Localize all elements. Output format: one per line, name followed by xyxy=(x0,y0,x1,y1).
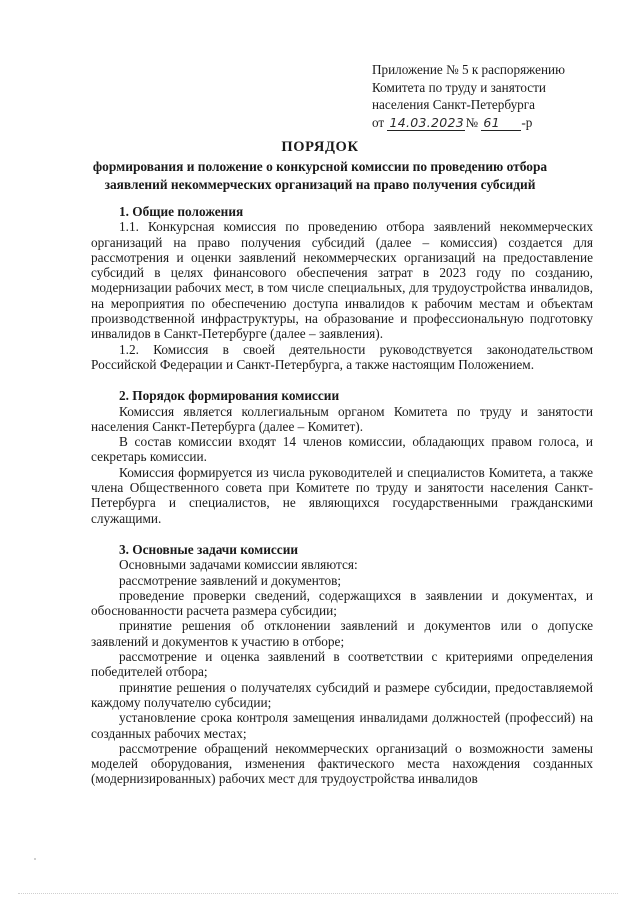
section-3-intro: Основными задачами комиссии являются: xyxy=(119,557,358,573)
appendix-date-number-row xyxy=(372,114,612,132)
task-item: рассмотрение обращений некоммерческих организаций о возможности замены моделей оборудования, изменения фактического места нахождения созданных (модернизированных) рабочих мест для трудоустройства инвалидов xyxy=(91,740,593,787)
task-item: принятие решения о получателях субсидий и размере субсидии, предоставляемой каждому получателю субсидии; xyxy=(91,679,593,710)
number-suffix: -р xyxy=(521,114,533,130)
section-2-paragraph-2: В состав комиссии входят 14 членов комиссии, обладающих правом голоса, и секретарь комиссии. xyxy=(91,434,593,465)
appendix-line-3: населения Санкт-Петербурга xyxy=(372,97,536,112)
task-item: принятие решения об отклонении заявлений и документов или о допуске заявлений и документов к участию в отборе; xyxy=(91,618,593,649)
appendix-line-1: Приложение № 5 к распоряжению xyxy=(372,62,565,77)
section-2-paragraph-1: Комиссия является коллегиальным органом Комитета по труду и занятости населения Санкт-Петербурга (далее – Комитет). xyxy=(91,403,593,434)
scan-artifact-dot xyxy=(34,858,36,860)
section-3-heading: 3. Основные задачи комиссии xyxy=(119,541,299,557)
handwritten-number: 61 xyxy=(481,116,521,131)
subtitle-line-1: формирования и положение о конкурсной комиссии по проведению отбора xyxy=(92,159,548,174)
section-1-paragraph-1: 1.1. Конкурсная комиссия по проведению отбора заявлений некоммерческих организаций на право получения субсидий (далее – комиссия) создается для рассмотрения и оценки заявлений некоммерческих организаций на предоставление субсидий в целях финансового обеспечения затрат в 2023 году по созданию, модернизации рабочих мест, в том числе специальных, для трудоустройства инвалидов, на мероприятия по обеспечению доступа инвалидов к рабочим местам и объектам производственной инфраструктуры, на образование и профессиональную подготовку инвалидов в Санкт-Петербурге (далее – заявления). xyxy=(91,219,593,342)
task-item: рассмотрение заявлений и документов; xyxy=(119,572,342,588)
appendix-line-2: Комитета по труду и занятости xyxy=(372,79,546,95)
task-item: рассмотрение и оценка заявлений в соответствии с критериями определения победителей отбора; xyxy=(91,649,593,680)
document-body xyxy=(91,204,593,787)
subtitle-line-2: заявлений некоммерческих организаций на право получения субсидий xyxy=(104,177,536,192)
document-title: ПОРЯДОК xyxy=(281,139,359,155)
number-prefix: № xyxy=(465,114,479,130)
scan-artifact-line xyxy=(18,893,618,894)
section-2-paragraph-3: Комиссия формируется из числа руководителей и специалистов Комитета, а также члена Общественного совета при Комитете по труду и занятости населения Санкт-Петербурга и специалистов, не являющихся государственными гражданскими служащими. xyxy=(91,464,593,526)
task-item: установление срока контроля замещения инвалидами должностей (профессий) на созданных рабочих местах; xyxy=(91,710,593,741)
appendix-block xyxy=(372,61,612,131)
handwritten-date: 14.03.2023 xyxy=(389,114,465,130)
date-prefix: от xyxy=(372,114,385,130)
section-1-heading: 1. Общие положения xyxy=(119,204,244,219)
task-item: проведение проверки сведений, содержащихся в заявлении и документах, и обоснованности расчета размера субсидии; xyxy=(91,587,593,619)
document-subtitle xyxy=(0,158,640,194)
section-1-paragraph-2: 1.2. Комиссия в своей деятельности руководствуется законодательством Российской Федерации и Санкт-Петербурга, а также настоящим Положением. xyxy=(91,341,593,372)
section-2-heading: 2. Порядок формирования комиссии xyxy=(119,388,340,404)
